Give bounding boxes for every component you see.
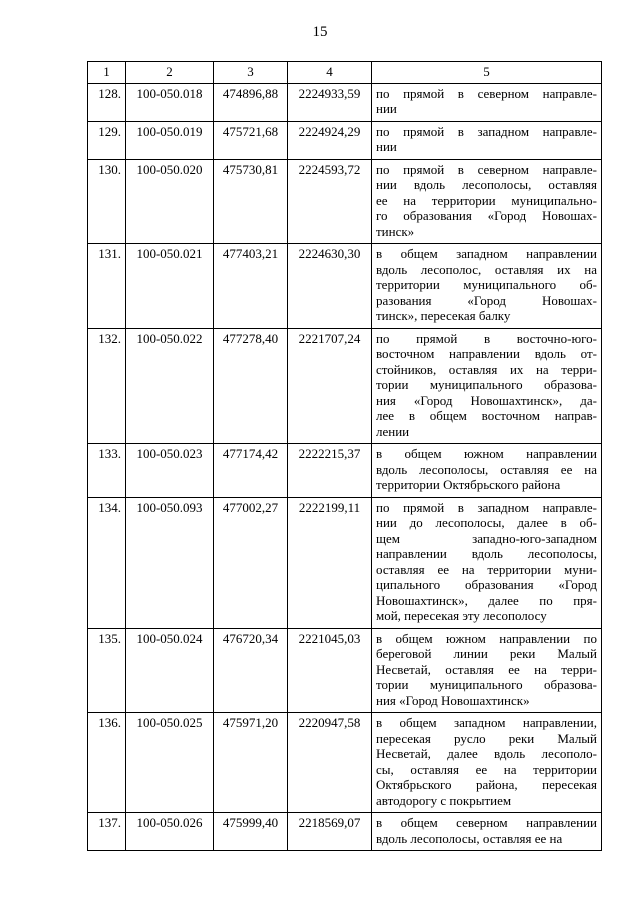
coordinate-y-cell: 2220947,58 [288,713,372,813]
coordinate-y-cell: 2218569,07 [288,813,372,851]
description-line: Несветай, оставляя ее на терри- [376,661,597,677]
boundary-description-cell [372,159,602,244]
description-line: нии до лесополосы, далее в об- [376,515,597,530]
table-row [88,244,602,329]
point-number-cell: 135. [88,628,126,713]
coordinate-x-cell: 476720,34 [214,628,288,713]
description-line: ципального образования «Город [376,577,597,592]
description-line: тинск», пересекая балку [376,308,511,323]
point-code-cell: 100-050.026 [126,813,214,851]
table-row [88,713,602,813]
description-line: автодорогу с покрытием [376,792,512,808]
header-col-2: 2 [126,62,214,84]
description-line: Несветай, далее вдоль лесополо- [376,746,597,761]
point-number-cell: 133. [88,444,126,498]
table-row [88,628,602,713]
header-col-5: 5 [372,62,602,84]
point-number-cell: 137. [88,813,126,851]
description-line: в общем западном направлении [376,246,597,261]
point-code-cell: 100-050.018 [126,83,214,121]
table-row [88,497,602,628]
coordinate-y-cell: 2224933,59 [288,83,372,121]
boundary-description-cell [372,713,602,813]
coordinate-x-cell: 475730,81 [214,159,288,244]
table-header-row [88,62,602,84]
description-line: ния «Город Новошахтинск», да- [376,392,597,408]
table-row [88,813,602,851]
description-line: вдоль лесополосы, оставляя ее на [376,461,597,477]
description-line: в общем южном направлении [376,446,597,461]
description-line: нии вдоль лесополосы, оставляя [376,177,597,192]
coordinate-y-cell: 2221707,24 [288,328,372,444]
description-line: территории Октябрьского района [376,477,561,492]
description-line: тинск» [376,223,415,239]
description-line: го образования «Город Новошах- [376,208,597,223]
boundary-description-cell [372,244,602,329]
description-line: стойников, оставляя их на терри- [376,361,597,377]
coordinate-y-cell: 2222199,11 [288,497,372,628]
description-line: ния «Город Новошахтинск» [376,692,530,708]
description-line: вдоль лесополос, оставляя их на [376,261,597,277]
coordinate-y-cell: 2222215,37 [288,444,372,498]
coordinate-y-cell: 2221045,03 [288,628,372,713]
coordinate-x-cell: 477002,27 [214,497,288,628]
description-line: в общем западном направлении, [376,715,597,730]
page-number: 15 [312,24,328,40]
description-line: тории муниципального образова- [376,677,597,692]
point-code-cell: 100-050.020 [126,159,214,244]
description-line: в общем южном направлении по [376,630,597,646]
description-line: береговой линии реки Малый [376,646,597,661]
description-line: мой, пересекая эту лесополосу [376,608,547,623]
boundary-description-cell [372,328,602,444]
description-line: нии [376,101,397,116]
header-col-1: 1 [88,62,126,84]
description-line: Новошахтинск», далее по пря- [376,592,597,608]
boundary-description-cell [372,83,602,121]
coordinate-x-cell: 477174,42 [214,444,288,498]
description-line: ее на территории муниципально- [376,192,597,208]
boundary-description-cell [372,628,602,713]
description-line: пересекая русло реки Малый [376,730,597,746]
point-code-cell: 100-050.023 [126,444,214,498]
point-number-cell: 136. [88,713,126,813]
coordinate-x-cell: 477403,21 [214,244,288,329]
description-line: по прямой в северном направле- [376,161,597,177]
header-col-4: 4 [288,62,372,84]
coordinate-y-cell: 2224630,30 [288,244,372,329]
table-row [88,121,602,159]
point-code-cell: 100-050.021 [126,244,214,329]
point-number-cell: 128. [88,83,126,121]
description-line: Октябрьского района, пересекая [376,777,597,792]
description-line: вдоль лесополосы, оставляя ее на [376,830,563,846]
coordinate-y-cell: 2224593,72 [288,159,372,244]
header-col-3: 3 [214,62,288,84]
table-row [88,83,602,121]
point-number-cell: 131. [88,244,126,329]
description-line: в общем северном направлении [376,815,597,830]
boundary-description-cell [372,497,602,628]
point-number-cell: 132. [88,328,126,444]
description-line: направлении вдоль лесополосы, [376,546,597,561]
description-line: по прямой в восточно-юго- [376,330,597,346]
point-code-cell: 100-050.019 [126,121,214,159]
description-line: лее в общем восточном направ- [376,408,597,423]
point-number-cell: 129. [88,121,126,159]
boundary-description-cell [372,121,602,159]
description-line: восточном направлении вдоль от- [376,346,597,361]
point-number-cell: 134. [88,497,126,628]
point-number-cell: 130. [88,159,126,244]
boundary-points-table [87,61,602,851]
description-line: по прямой в западном направле- [376,123,597,139]
point-code-cell: 100-050.093 [126,497,214,628]
description-line: лении [376,423,410,439]
boundary-description-cell [372,813,602,851]
description-line: тории муниципального образова- [376,377,597,392]
table-row [88,159,602,244]
point-code-cell: 100-050.022 [126,328,214,444]
coordinate-x-cell: 477278,40 [214,328,288,444]
table-row [88,444,602,498]
description-line: щем западно-юго-западном [376,530,597,546]
coordinate-x-cell: 474896,88 [214,83,288,121]
coordinate-x-cell: 475721,68 [214,121,288,159]
coordinate-y-cell: 2224924,29 [288,121,372,159]
description-line: оставляя ее на территории муни- [376,561,597,577]
description-line: по прямой в северном направле- [376,85,597,101]
table-row [88,328,602,444]
boundary-description-cell [372,444,602,498]
description-line: территории муниципального об- [376,277,597,292]
coordinate-x-cell: 475971,20 [214,713,288,813]
coordinate-x-cell: 475999,40 [214,813,288,851]
point-code-cell: 100-050.025 [126,713,214,813]
description-line: разования «Город Новошах- [376,292,597,308]
description-line: нии [376,139,397,154]
description-line: по прямой в западном направле- [376,499,597,515]
description-line: сы, оставляя ее на территории [376,761,597,777]
point-code-cell: 100-050.024 [126,628,214,713]
